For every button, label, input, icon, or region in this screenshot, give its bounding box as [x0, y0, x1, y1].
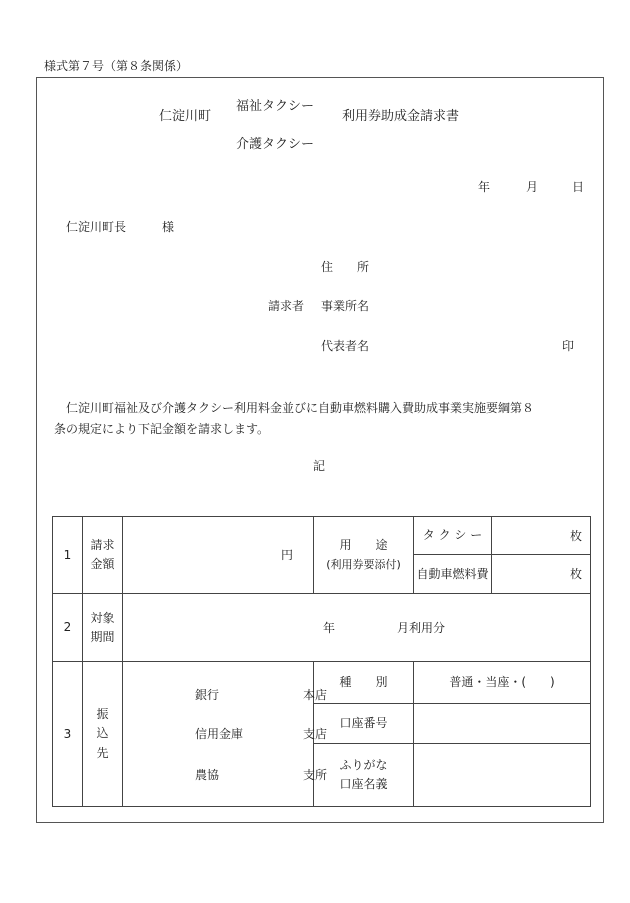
- addressee-honorific: 様: [162, 220, 175, 234]
- claimant-business-label: 事業所名: [321, 299, 370, 313]
- period-year-label: 年: [323, 621, 336, 635]
- claimant-representative-label: 代表者名: [321, 339, 370, 353]
- account-number-value: [414, 704, 591, 744]
- shiten-label: 支店: [303, 727, 328, 741]
- date-day-label: 日: [572, 180, 585, 194]
- account-type-label: 種 別: [314, 662, 414, 704]
- fuel-sheets-unit: 枚: [569, 567, 582, 581]
- date-year-label: 年: [478, 180, 491, 194]
- holder-label: 口座名義: [339, 777, 388, 791]
- title-option-welfare: 福祉タクシー: [236, 99, 315, 114]
- taxi-sheets-cell: [492, 517, 591, 555]
- fuel-sheets-cell: [492, 555, 591, 594]
- row3-number: 3: [53, 662, 83, 807]
- claimant-label: 請求者: [268, 299, 305, 313]
- account-holder-label: [314, 744, 414, 807]
- account-holder-value: [414, 744, 591, 807]
- row1-label-a: 請求: [90, 538, 115, 553]
- request-table: [52, 516, 591, 807]
- taxi-label: タ ク シ ー: [414, 517, 492, 555]
- row3-label-b: 込: [96, 726, 109, 741]
- body-line-1: 仁淀川町福祉及び介護タクシー利用料金並びに自動車燃料購入費助成事業実施要綱第８: [66, 401, 535, 415]
- period-month-use-label: 月利用分: [397, 621, 446, 635]
- row3-label-c: 先: [96, 745, 109, 760]
- row2-label: [83, 594, 123, 662]
- purpose-label: 用 途: [339, 538, 388, 553]
- row2-label-a: 対象: [90, 610, 115, 625]
- row1-label-b: 金額: [90, 557, 115, 571]
- addressee-name: 仁淀川町長: [66, 220, 127, 234]
- bank-cell: [123, 662, 328, 807]
- row1-purpose: [314, 517, 414, 594]
- row2-period-cell: [123, 594, 591, 662]
- fuel-label: 自動車燃料費: [414, 555, 492, 594]
- row1-label: [83, 517, 123, 594]
- account-number-label: 口座番号: [314, 704, 414, 744]
- row2-number: 2: [53, 594, 83, 662]
- shinkin-label: 信用金庫: [195, 727, 244, 741]
- yen-unit: 円: [280, 548, 293, 562]
- nokyo-label: 農協: [195, 768, 220, 782]
- furigana-label: ふりがな: [339, 758, 388, 773]
- form-number: 様式第７号（第８条関係）: [44, 59, 189, 73]
- date-month-label: 月: [526, 180, 539, 194]
- ki-heading: 記: [313, 459, 326, 473]
- row3-label: [83, 662, 123, 807]
- title-option-care: 介護タクシー: [236, 137, 315, 152]
- row3-label-a: 振: [96, 707, 109, 722]
- row2-label-b: 期間: [90, 629, 115, 644]
- title-town: 仁淀川町: [159, 109, 212, 124]
- title-main: 利用券助成金請求書: [342, 109, 460, 124]
- body-line-2: 条の規定により下記金額を請求します。: [54, 422, 270, 436]
- row1-amount-cell: [123, 517, 314, 594]
- claimant-address-label: 住 所: [321, 260, 370, 274]
- purpose-note: (利用券要添付): [326, 558, 401, 571]
- taxi-sheets-unit: 枚: [569, 529, 582, 543]
- account-type-value: 普通・当座・( ): [414, 662, 591, 704]
- shisho-label: 支所: [303, 768, 328, 782]
- seal-mark: 印: [562, 339, 575, 353]
- row1-number: 1: [53, 517, 83, 594]
- honten-label: 本店: [303, 688, 328, 702]
- bank-label: 銀行: [195, 688, 220, 702]
